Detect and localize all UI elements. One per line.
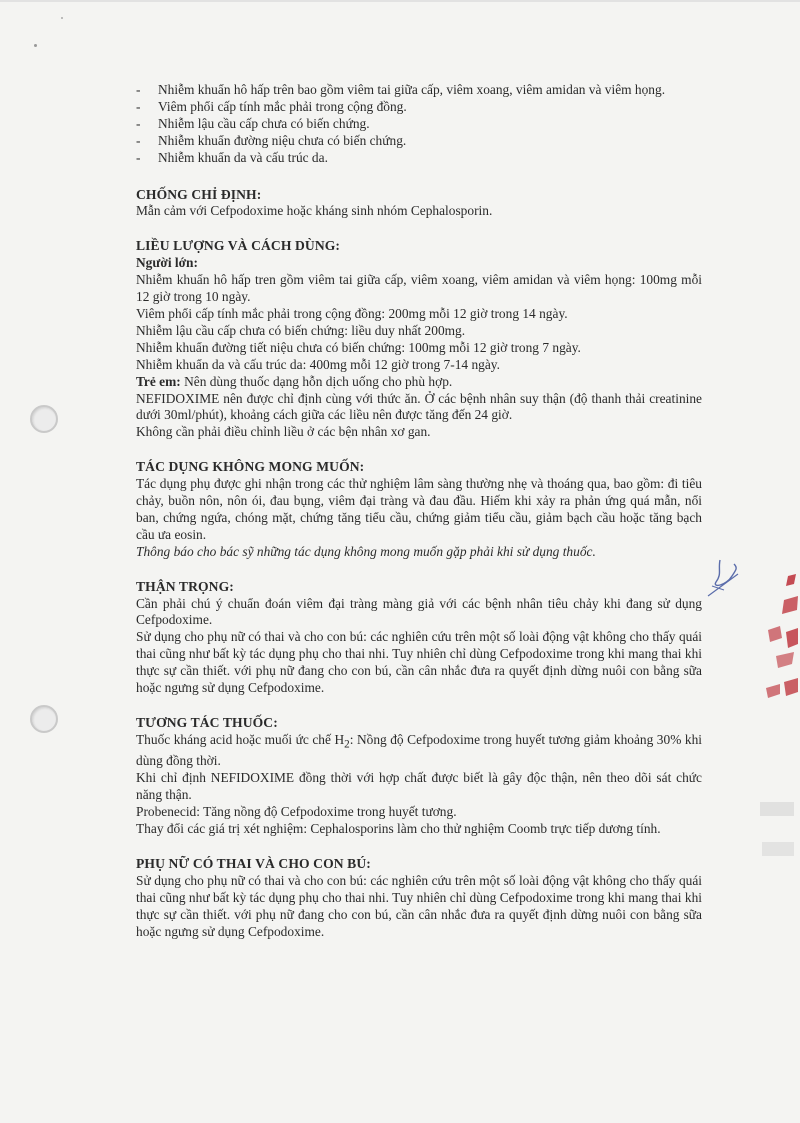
dosage-section [136,238,702,441]
paragraph: Khi chỉ định NEFIDOXIME đồng thời với hợp chất được biết là gây độc thận, nên theo dõi sát chức năng thận. [136,770,702,803]
punch-hole-icon [30,705,58,733]
list-item: - Nhiễm khuẩn hô hấp trên bao gồm viêm tai giữa cấp, viêm xoang, viêm amidan và viêm họng. [136,82,702,99]
section-heading: PHỤ NỮ CÓ THAI VÀ CHO CON BÚ: [136,856,371,872]
paragraph [136,374,702,391]
antacid-suffix: : Nồng độ Cefpodoxime trong huyết tương giảm khoảng 30% khi dùng đồng thời. [136,731,702,769]
section-heading: TÁC DỤNG KHÔNG MONG MUỐN: [136,459,365,475]
paragraph: Mẫn cảm với Cefpodoxime hoặc kháng sinh nhóm Cephalosporin. [136,203,493,219]
indications-list [136,82,702,167]
section-heading: LIỀU LƯỢNG VÀ CÁCH DÙNG: [136,238,341,254]
pregnancy-section [136,856,702,941]
list-item: - Nhiễm lậu cầu cấp chưa có biến chứng. [136,116,702,133]
list-item: - Nhiễm khuẩn đường niệu chưa có biến chứng. [136,133,702,150]
section-heading: THẬN TRỌNG: [136,578,234,594]
children-text: Nên dùng thuốc dạng hỗn dịch uống cho phù hợp. [180,373,453,389]
punch-hole-icon [30,405,58,433]
red-stamp-fragment-icon [758,570,800,870]
paragraph: Nhiễm lậu cầu cấp chưa có biến chứng: liều duy nhất 200mg. [136,322,466,338]
paragraph: Tác dụng phụ được ghi nhận trong các thử nghiệm lâm sàng thường nhẹ và thoáng qua, bao gồm: đi tiêu chảy, buồn nôn, nôn ói, đau bụng, viêm đại tràng và đau đầu. Hiếm khi xảy ra phản ứng quá mẫn, nổi ban, chứng ngứa, chóng mặt, chứng tăng tiểu cầu, chứng giảm tiểu cầu, giảm bạch cầu hoặc tăng bạch cầu ưa eosin. [136,476,702,542]
paragraph: Sử dụng cho phụ nữ có thai và cho con bú: các nghiên cứu trên một số loài động vật không cho thấy quái thai cũng như bất kỳ tác dụng phụ cho thai nhi. Tuy nhiên chỉ dùng Cefpodoxime trong khi mang thai khi thực sự cần thiết. với phụ nữ đang cho con bú, cần cân nhắc đưa ra quyết định dừng nuôi con bằng sữa hoặc ngưng sử dụng Cefpodoxime. [136,629,702,696]
section-heading: CHỐNG CHỈ ĐỊNH: [136,186,262,202]
precautions-section [136,579,702,697]
paragraph: Nhiễm khuẩn hô hấp tren gồm viêm tai giữa cấp, viêm xoang, viêm amidan và viêm họng: 100mg mỗi 12 giờ trong 10 ngày. [136,272,702,305]
paragraph: NEFIDOXIME nên được chỉ định cùng với thức ăn. Ở các bệnh nhân suy thận (độ thanh thải creatinine dưới 30ml/phút), khoảng cách giữa các liều nên được tăng đến 24 giờ. [136,390,702,423]
scan-edge [0,0,800,2]
scan-speck [34,44,37,47]
paragraph: Nhiễm khuẩn đường tiết niệu chưa có biến chứng: 100mg mỗi 12 giờ trong 7 ngày. [136,339,581,355]
children-label: Trẻ em: [136,373,181,389]
list-item: - Viêm phổi cấp tính mắc phải trong cộng đồng. [136,99,702,116]
signature-mark-icon [698,556,744,602]
paragraph: Sử dụng cho phụ nữ có thai và cho con bú: các nghiên cứu trên một số loài động vật không cho thấy quái thai cũng như bất kỳ tác dụng phụ cho thai nhi. Tuy nhiên chỉ dùng Cefpodoxime trong khi mang thai khi thực sự cần thiết. với phụ nữ đang cho con bú, cần cân nhắc đưa ra quyết định dừng nuôi con bằng sữa hoặc ngưng sử dụng Cefpodoxime. [136,872,702,939]
section-heading: TƯƠNG TÁC THUỐC: [136,715,278,730]
subheading: Người lớn: [136,255,198,271]
paragraph: Viêm phổi cấp tính mắc phải trong cộng đồng: 200mg mỗi 12 giờ trong 14 ngày. [136,305,568,321]
paragraph: Probenecid: Tăng nồng độ Cefpodoxime trong huyết tương. [136,804,457,820]
contraindications-section [136,187,702,221]
paragraph: Thay đổi các giá trị xét nghiệm: Cephalosporins làm cho thử nghiệm Coomb trực tiếp dương tính. [136,821,661,837]
document-body [136,82,702,941]
paragraph [136,732,702,770]
subscript: 2 [344,738,350,751]
interactions-section [136,715,702,838]
paragraph: Nhiễm khuẩn da và cấu trúc da: 400mg mỗi 12 giờ trong 7-14 ngày. [136,356,500,372]
paragraph: Cần phải chú ý chuẩn đoán viêm đại tràng màng giả với các bệnh nhân tiêu chảy khi đang sử dụng Cefpodoxime. [136,595,702,628]
antacid-prefix: Thuốc kháng acid hoặc muối ức chế H [136,731,345,747]
scan-speck [61,17,63,19]
paragraph-note: Thông báo cho bác sỹ những tác dụng không mong muốn gặp phải khi sử dụng thuốc. [136,543,596,559]
list-item: - Nhiễm khuẩn da và cấu trúc da. [136,150,702,167]
paragraph: Không cần phải điều chỉnh liều ở các bện nhân xơ gan. [136,424,431,440]
side-effects-section [136,459,702,560]
